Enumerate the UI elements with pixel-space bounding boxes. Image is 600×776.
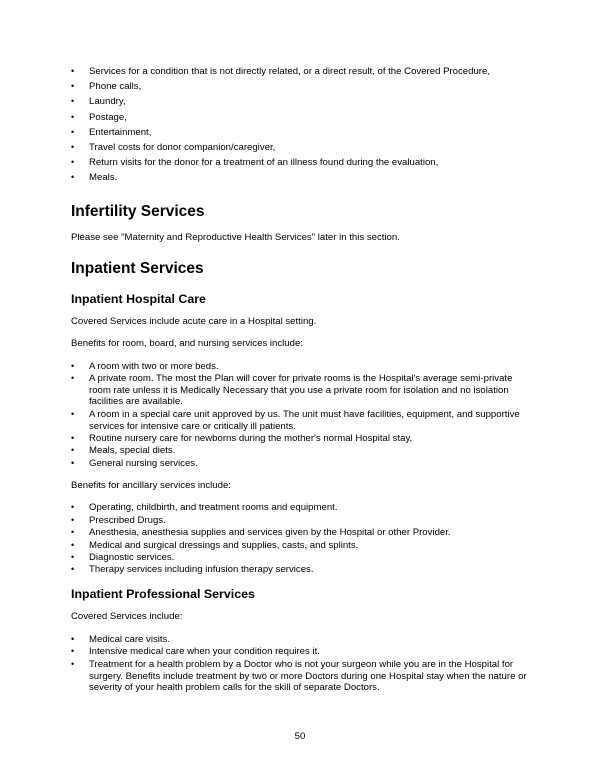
list-item: • Prescribed Drugs. [71, 515, 533, 527]
list-item: • A room with two or more beds. [71, 361, 533, 373]
list-item: • Treatment for a health problem by a Doctor who is not your surgeon while you are in the Hospital for surgery. Benefits include treatment by two or more Doctors during one Hospital stay when the nature or severity of your health problem calls for the skill of separate Doctors. [71, 659, 533, 694]
list-item: • General nursing services. [71, 458, 533, 470]
list-item: • Travel costs for donor companion/caregiver, [71, 142, 533, 154]
excluded-donor-services-list [71, 66, 533, 184]
list-item: • Routine nursery care for newborns during the mother's normal Hospital stay. [71, 433, 533, 445]
room-benefits-list [71, 361, 533, 470]
list-item: • A room in a special care unit approved by us. The unit must have facilities, equipment, and supportive services for intensive care or critically ill patients. [71, 409, 533, 433]
list-item: • Meals. [71, 172, 533, 184]
room-benefits-intro: Benefits for room, board, and nursing services include: [71, 337, 303, 349]
professional-services-intro: Covered Services include: [71, 611, 183, 623]
hospital-care-intro: Covered Services include acute care in a Hospital setting. [71, 315, 317, 327]
ancillary-benefits-list [71, 502, 533, 576]
list-item: • Medical and surgical dressings and supplies, casts, and splints. [71, 540, 533, 552]
page-number: 50 [294, 731, 306, 742]
list-item: • Services for a condition that is not directly related, or a direct result, of the Covered Procedure, [71, 66, 533, 78]
list-item: • Medical care visits. [71, 634, 533, 646]
list-item: • A private room. The most the Plan will cover for private rooms is the Hospital's average semi-private room rate unless it is Medically Necessary that you use a private room for isolation and no isolation facilities are available. [71, 373, 533, 408]
infertility-heading: Infertility Services [71, 203, 205, 221]
list-item: • Anesthesia, anesthesia supplies and services given by the Hospital or other Provider. [71, 527, 533, 539]
inpatient-hospital-care-heading: Inpatient Hospital Care [71, 291, 206, 306]
infertility-text: Please see "Maternity and Reproductive Health Services" later in this section. [71, 232, 400, 244]
ancillary-benefits-intro: Benefits for ancillary services include: [71, 479, 231, 491]
list-item: • Entertainment, [71, 127, 533, 139]
list-item: • Laundry, [71, 96, 533, 108]
list-item: • Meals, special diets. [71, 445, 533, 457]
list-item: • Phone calls, [71, 81, 533, 93]
document-body [71, 66, 533, 695]
inpatient-professional-services-heading: Inpatient Professional Services [71, 587, 255, 602]
list-item: • Therapy services including infusion therapy services. [71, 564, 533, 576]
inpatient-heading: Inpatient Services [71, 259, 204, 277]
list-item: • Postage, [71, 112, 533, 124]
professional-services-list [71, 634, 533, 694]
list-item: • Operating, childbirth, and treatment rooms and equipment. [71, 502, 533, 514]
list-item: • Return visits for the donor for a treatment of an illness found during the evaluation, [71, 157, 533, 169]
list-item: • Intensive medical care when your condition requires it. [71, 646, 533, 658]
list-item: • Diagnostic services. [71, 552, 533, 564]
